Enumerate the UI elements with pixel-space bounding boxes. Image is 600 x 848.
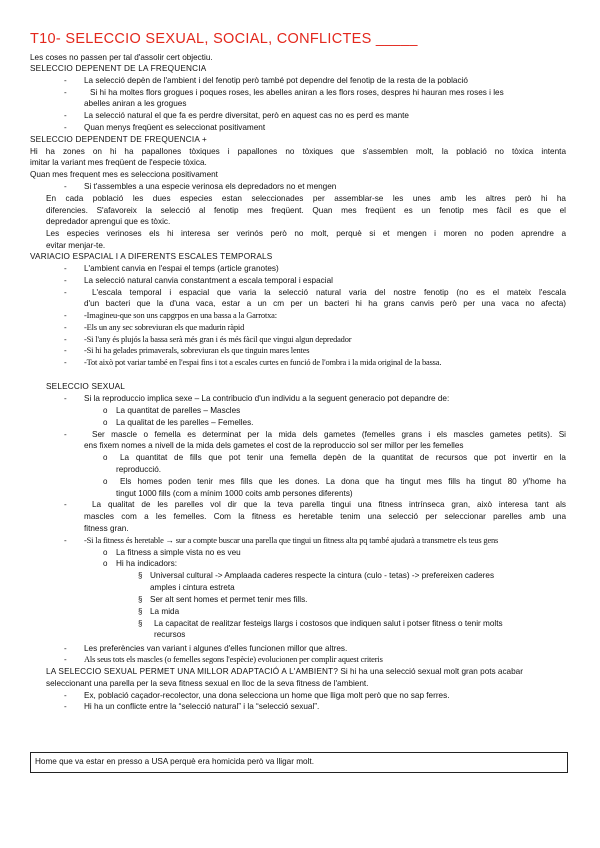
list-item: Si t'assembles a una especie verinosa els depredadors no et mengen: [84, 182, 337, 191]
list-item: La qualitat de les parelles vol dir que la teva parella tingui una fitness intrínseca gran, això interesa tant als: [92, 500, 566, 509]
bullet-circle-icon: o: [103, 406, 108, 415]
bullet-dash: -: [64, 76, 67, 85]
list-item: -Imagineu-que son uns capgrpos en una bassa a la Garrotxa:: [84, 311, 277, 320]
list-item: Als seus tots els mascles (o femelles segons l'espècie) evolucionen per complir aquest criteris: [84, 655, 383, 664]
list-item: d'un bacteri que la d'una vaca, estar a un cm per un bacteri hi ha grans canvis però per una vaca no afecta): [84, 299, 566, 308]
bullet-dash: -: [64, 655, 67, 664]
bullet-dash: -: [64, 358, 67, 367]
list-item: mascles com a les femelles. Com la fitness es heretable tenim una selecció per seleccionar parelles amb una: [84, 512, 566, 521]
list-item: Les preferències van variant i algunes d'elles funcionen millor que altres.: [84, 644, 348, 653]
paragraph-line: Les especies verinoses els hi interesa ser verinós però no molt, perquè si et mengen i moren no poden aprendre a: [46, 229, 566, 238]
bullet-dash: -: [64, 288, 67, 297]
bullet-dash: -: [64, 123, 67, 132]
sub-item: Els homes poden tenir mes fills que les dones. La dona que ha tingut mes fills ha tingut 80 yl'home ha: [120, 477, 566, 486]
sub-item: La quantitat de parelles – Mascles: [116, 406, 241, 415]
page-title: T10- SELECCIO SEXUAL, SOCIAL, CONFLICTES _____: [30, 31, 418, 47]
adaptation-line: [46, 667, 523, 677]
list-item: -Tot això pot variar també en l'espai fins i tot a escales curtes en funció de l'ombra i la mida original de la bassa.: [84, 358, 442, 367]
list-item: L'escala temporal i espacial que varia la selecció natural varia del nostre fenotip (no es el mateix l'escala: [92, 288, 566, 297]
sub-item: reproducció.: [116, 465, 162, 474]
sub-item: La qualitat de les parelles – Femelles.: [116, 418, 254, 427]
list-item: L'ambient canvia en l'espai el temps (article granotes): [84, 264, 279, 273]
bullet-dash: -: [64, 394, 67, 403]
paragraph-line: diferencies. S'afavoreix la selecció al fenotip mes freqüent. Quan mes freqüent es un fenotip mes fàcil es que el: [46, 206, 566, 215]
section-sign-icon: §: [138, 607, 143, 616]
list-item: La selecció depèn de l'ambient i del fenotip però també pot dependre del fenotip de la resta de la població: [84, 76, 468, 85]
bullet-dash: -: [64, 536, 67, 545]
list-item: -Els un any sec sobreviuran els que madurin ràpid: [84, 323, 245, 332]
bullet-dash: -: [64, 644, 67, 653]
sub-item: Hi ha indicadors:: [116, 559, 177, 568]
sub-item: tingut 1000 fills (com a mínim 1000 coits amb persones diferents): [116, 489, 353, 498]
paragraph-text: Si hi ha una selecció sexual molt gran pots acabar: [338, 667, 523, 676]
paragraph-line: Quan mes frequent mes es selecciona positivament: [30, 170, 218, 179]
sub-sub-item: amples i cintura estreta: [150, 583, 235, 592]
bullet-circle-icon: o: [103, 548, 108, 557]
bullet-dash: -: [64, 335, 67, 344]
bullet-dash: -: [64, 182, 67, 191]
list-item: abelles aniran a les grogues: [84, 99, 187, 108]
sub-item: La fitness a simple vista no es veu: [116, 548, 241, 557]
section-sign-icon: §: [138, 595, 143, 604]
list-item: La selecció natural el que fa es perdre diversitat, però en aquest cas no es perd es mante: [84, 111, 409, 120]
bullet-dash: -: [64, 500, 67, 509]
list-item: Ex, població caçador-recolector, una dona selecciona un home que lliga molt però que no sap ferres.: [84, 691, 450, 700]
bullet-dash: -: [64, 323, 67, 332]
list-item: La selecció natural canvia constantment a escala temporal i espacial: [84, 276, 333, 285]
paragraph-line: En cada població les dues especies estan seleccionades per assemblar-se les unes amb les altres però hi ha: [46, 194, 566, 203]
note-box: [30, 752, 568, 773]
bullet-dash: -: [64, 346, 67, 355]
sub-sub-item: recursos: [154, 630, 186, 639]
paragraph-line: seleccionant una parella per la seva fitness sexual en lloc de la seva fitness de l'ambient.: [46, 679, 369, 688]
list-item: -Si hi ha gelades primaverals, sobreviuran els que tinguin mares lentes: [84, 346, 310, 355]
sub-item: La quantitat de fills que pot tenir una femella depèn de la quantitat de recursos que pot invertir en la: [120, 453, 566, 462]
paragraph-line: depredador aprengui que es tòxic.: [46, 217, 171, 226]
list-item: Si hi ha moltes flors grogues i poques roses, les abelles aniran a les flors roses, despres hi hauran mes roses i les: [90, 88, 504, 97]
paragraph-line: Hi ha zones on hi ha papallones tòxiques i papallones no tòxiques que s'assemblen molt, la població no tòxica intenta: [30, 147, 566, 156]
bullet-dash: -: [64, 311, 67, 320]
bullet-dash: -: [64, 702, 67, 711]
bullet-circle-icon: o: [103, 559, 108, 568]
bullet-dash: -: [64, 691, 67, 700]
bullet-circle-icon: o: [103, 453, 108, 462]
sub-sub-item: Ser alt sent homes et permet tenir mes fills.: [150, 595, 308, 604]
sub-sub-item: La capacitat de realitzar festeigs llargs i costosos que indiquen salut i potser fitness o tenir molts: [154, 619, 503, 628]
section-heading-sexual: SELECCIO SEXUAL: [46, 382, 125, 391]
bullet-dash: -: [64, 88, 67, 97]
sub-sub-item: Universal cultural -> Amplaada caderes respecte la cintura (culo - tetas) -> prefereixen caderes: [150, 571, 495, 580]
section-heading-freq-dependent: SELECCIO DEPENENT DE LA FREQUENCIA: [30, 64, 207, 73]
list-item: Quan menys freqüent es seleccionat positivament: [84, 123, 266, 132]
list-item: fitness gran.: [84, 524, 129, 533]
list-item: Si la reproduccio implica sexe – La contribucio d'un individu a la seguent generacio pot depandre de:: [84, 394, 450, 403]
note-text: Home que va estar en presso a USA perquè era homicida però va lligar molt.: [35, 757, 314, 766]
paragraph-line: imitar la variant mes freqüent de l'especie tòxica.: [30, 158, 207, 167]
list-item: -Si l'any és plujós la bassa serà més gran i és més fàcil que vingui algun depredador: [84, 335, 352, 344]
section-heading-adaptation: LA SELECCIO SEXUAL PERMET UNA MILLOR ADAPTACIÓ A L'AMBIENT?: [46, 667, 339, 676]
section-sign-icon: §: [138, 571, 143, 580]
section-sign-icon: §: [138, 619, 143, 628]
list-item: ens fixem nomes a nivell de la mida dels gametes el cost de la reproduccio sol ser millor per les femelles: [84, 441, 464, 450]
section-heading-variation: VARIACIO ESPACIAL I A DIFERENTS ESCALES TEMPORALS: [30, 252, 273, 261]
intro-line: Les coses no passen per tal d'assolir cert objectiu.: [30, 53, 213, 62]
bullet-circle-icon: o: [103, 418, 108, 427]
bullet-dash: -: [64, 264, 67, 273]
list-item: Hi ha un conflicte entre la “selecció natural” i la “selecció sexual”.: [84, 702, 320, 711]
sub-sub-item: La mida: [150, 607, 180, 616]
bullet-dash: -: [64, 276, 67, 285]
section-heading-freq-positive: SELECCIO DEPENDENT DE FREQUENCIA +: [30, 135, 208, 144]
bullet-dash: -: [64, 430, 67, 439]
paragraph-line: evitar menjar-te.: [46, 241, 106, 250]
bullet-circle-icon: o: [103, 477, 108, 486]
bullet-dash: -: [64, 111, 67, 120]
list-item: Ser mascle o femella es determinat per la mida dels gametes (femelles grans i els mascles gametes petits). Si: [92, 430, 566, 439]
list-item: -Si la fitness és heretable → sur a compte buscar una parella que tingui un fitness alta pq també ajudarà a transmetre els teus gens: [84, 536, 499, 545]
